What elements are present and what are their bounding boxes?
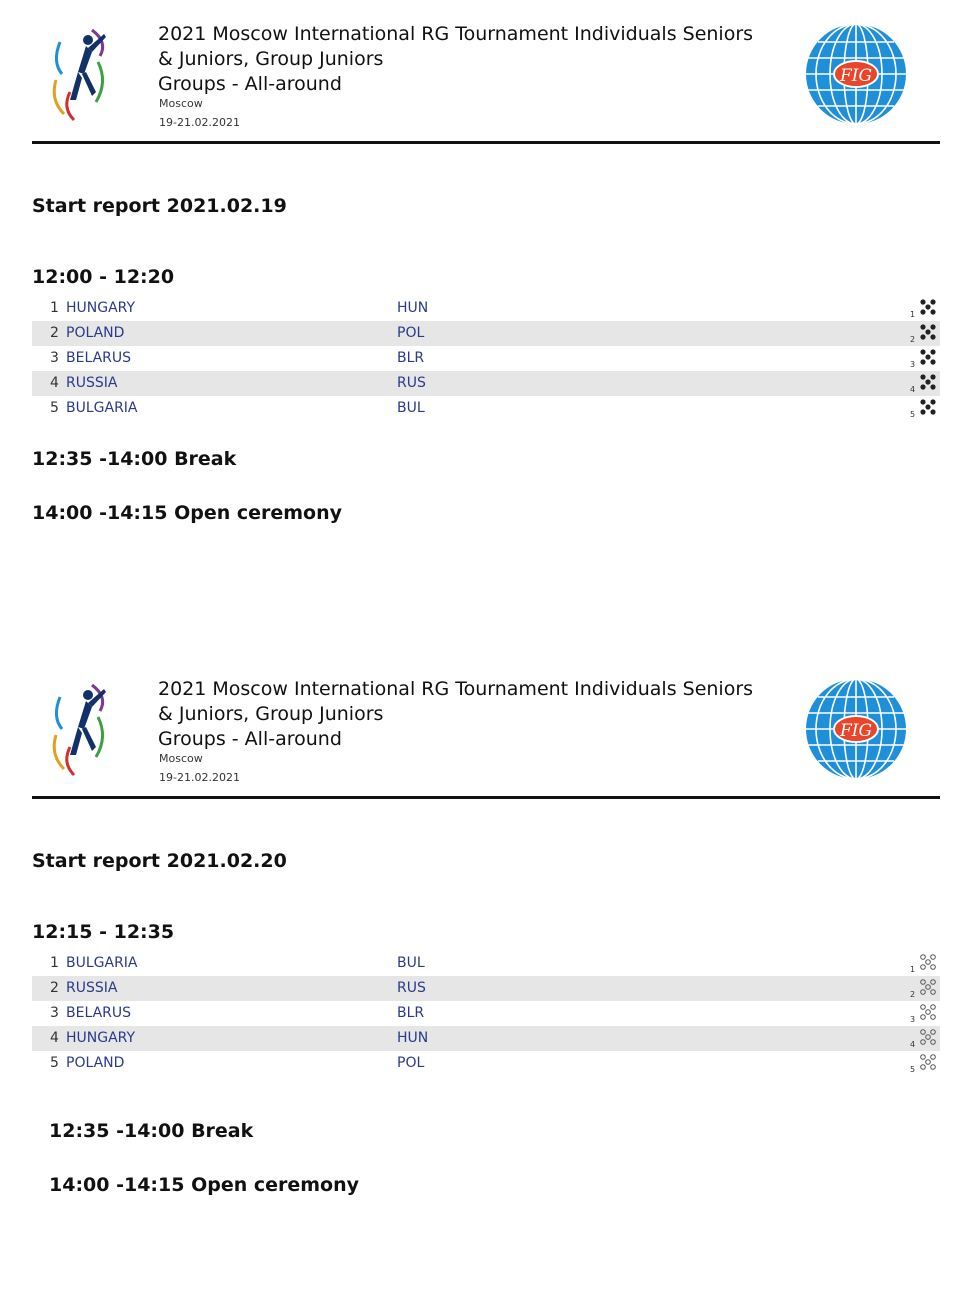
table-row <box>32 951 940 976</box>
start-number: 4 <box>50 375 59 391</box>
session-time: 12:15 - 12:35 <box>32 921 175 943</box>
start-number: 1 <box>50 300 59 316</box>
apparatus-icon: 3 <box>910 349 936 369</box>
table-row <box>32 1051 940 1076</box>
country-code: RUS <box>397 375 426 391</box>
report-page-2 <box>0 655 970 1310</box>
table-row <box>32 1026 940 1051</box>
country-code: BLR <box>397 350 425 366</box>
table-row <box>32 396 940 421</box>
apparatus-icon: 3 <box>910 1004 936 1024</box>
apparatus-icon: 1 <box>910 954 936 974</box>
competition-title: 2021 Moscow International RG Tournament Individuals Seniors & Juniors, Group Juniors Groups - All-around <box>158 23 754 95</box>
break-event: 12:35 -14:00 Break <box>49 1120 254 1142</box>
competition-dates: 19-21.02.2021 <box>159 771 240 784</box>
country-name: BELARUS <box>66 350 132 366</box>
start-report-title: Start report 2021.02.20 <box>32 850 287 872</box>
competition-city: Moscow <box>159 97 203 110</box>
country-code: BUL <box>397 400 425 416</box>
apparatus-icon: 1 <box>910 299 936 319</box>
competition-title: 2021 Moscow International RG Tournament Individuals Seniors & Juniors, Group Juniors Groups - All-around <box>158 678 754 750</box>
start-number: 3 <box>50 350 59 366</box>
country-name: BULGARIA <box>66 400 138 416</box>
country-name: BULGARIA <box>66 955 138 971</box>
start-number: 3 <box>50 1005 59 1021</box>
svg-text:FIG: FIG <box>839 721 873 741</box>
apparatus-icon: 4 <box>910 374 936 394</box>
table-row <box>32 346 940 371</box>
start-list-table <box>32 296 940 421</box>
table-row <box>32 321 940 346</box>
fig-globe-logo <box>804 677 908 781</box>
country-name: POLAND <box>66 1055 125 1071</box>
apparatus-icon: 2 <box>910 979 936 999</box>
header-rule <box>32 796 940 799</box>
header-rule <box>32 141 940 144</box>
table-row <box>32 976 940 1001</box>
start-number: 5 <box>50 400 59 416</box>
apparatus-icon: 5 <box>910 1054 936 1074</box>
start-number: 1 <box>50 955 59 971</box>
country-code: POL <box>397 1055 425 1071</box>
country-name: HUNGARY <box>66 300 136 316</box>
country-code: HUN <box>397 300 429 316</box>
break-event: 12:35 -14:00 Break <box>32 448 237 470</box>
country-name: BELARUS <box>66 1005 132 1021</box>
table-row <box>32 296 940 321</box>
ceremony-event: 14:00 -14:15 Open ceremony <box>49 1174 360 1196</box>
start-number: 2 <box>50 325 59 341</box>
competition-dates: 19-21.02.2021 <box>159 116 240 129</box>
fig-globe-logo <box>804 22 908 126</box>
table-row <box>32 371 940 396</box>
country-code: BLR <box>397 1005 425 1021</box>
apparatus-icon: 2 <box>910 324 936 344</box>
tournament-logo <box>48 677 118 777</box>
svg-text:FIG: FIG <box>839 66 873 86</box>
country-code: HUN <box>397 1030 429 1046</box>
country-name: RUSSIA <box>66 980 118 996</box>
apparatus-icon: 5 <box>910 399 936 419</box>
start-list-table <box>32 951 940 1076</box>
country-code: BUL <box>397 955 425 971</box>
apparatus-icon: 4 <box>910 1029 936 1049</box>
table-row <box>32 1001 940 1026</box>
start-number: 5 <box>50 1055 59 1071</box>
start-number: 2 <box>50 980 59 996</box>
start-number: 4 <box>50 1030 59 1046</box>
country-code: POL <box>397 325 425 341</box>
start-report-title: Start report 2021.02.19 <box>32 195 287 217</box>
tournament-logo <box>48 22 118 122</box>
country-name: HUNGARY <box>66 1030 136 1046</box>
session-time: 12:00 - 12:20 <box>32 266 175 288</box>
competition-city: Moscow <box>159 752 203 765</box>
country-name: RUSSIA <box>66 375 118 391</box>
country-code: RUS <box>397 980 426 996</box>
country-name: POLAND <box>66 325 125 341</box>
ceremony-event: 14:00 -14:15 Open ceremony <box>32 502 343 524</box>
